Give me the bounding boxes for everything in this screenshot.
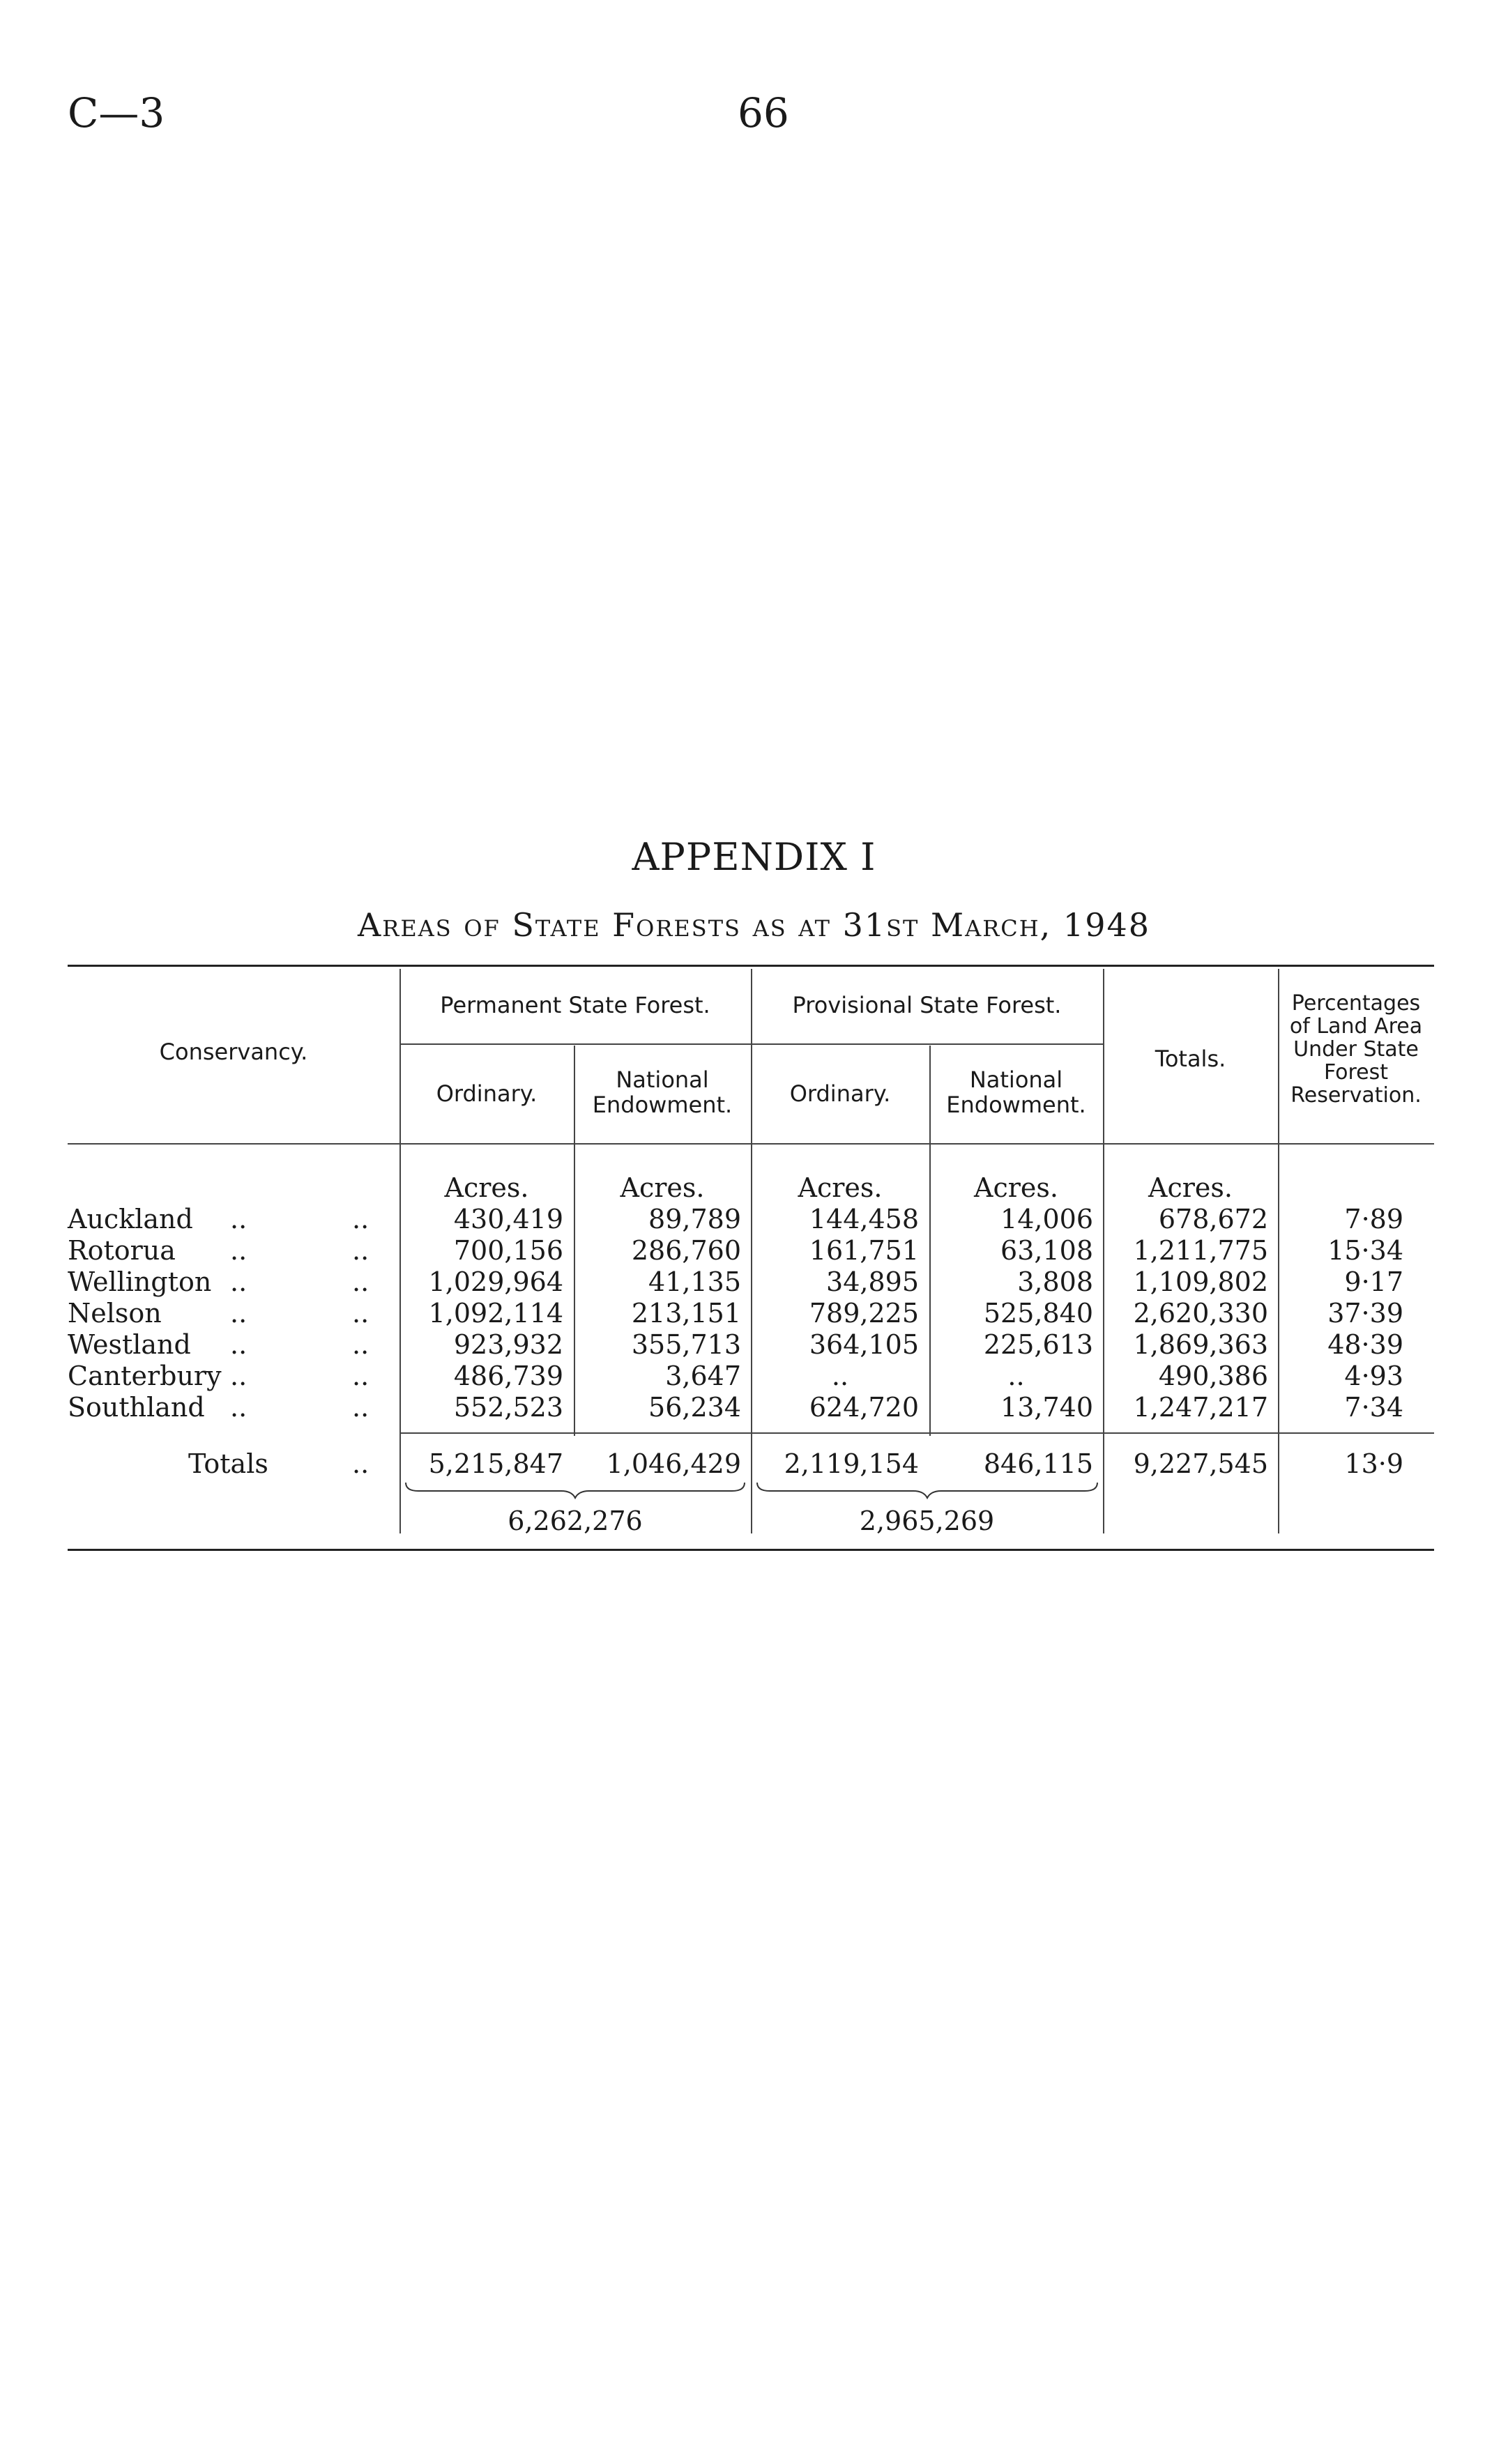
leader-dots: .. <box>352 1235 370 1266</box>
grand-total: 9,227,545 <box>1133 1448 1268 1479</box>
cell-perm-national: 89,789 <box>648 1204 741 1234</box>
cell-prov-national: 3,808 <box>1017 1267 1093 1297</box>
cell-percentage: 7·89 <box>1344 1204 1403 1234</box>
header-conservancy: Conservancy. <box>159 1039 308 1065</box>
row-label: Nelson <box>68 1298 162 1329</box>
header-prov-national-1: National <box>969 1066 1063 1093</box>
totals-rule <box>399 1432 1434 1434</box>
unit-label: Acres. <box>798 1172 883 1203</box>
cell-perm-national: 355,713 <box>631 1329 741 1360</box>
brace-provisional <box>756 1481 1099 1499</box>
total-perm-national: 1,046,429 <box>606 1448 741 1479</box>
cell-perm-ordinary: 1,029,964 <box>428 1267 563 1297</box>
header-totals: Totals. <box>1155 1046 1226 1072</box>
header-prov-national-2: Endowment. <box>946 1092 1086 1118</box>
cell-perm-ordinary: 552,523 <box>453 1392 563 1423</box>
group-underline <box>399 1043 751 1045</box>
unit-label: Acres. <box>1148 1172 1233 1203</box>
row-label: Auckland <box>68 1204 193 1234</box>
leader-dots: .. <box>230 1235 247 1266</box>
cell-prov-ordinary: .. <box>831 1361 849 1391</box>
cell-percentage: 7·34 <box>1344 1392 1403 1423</box>
total-percentage: 13·9 <box>1344 1448 1403 1479</box>
cell-perm-national: 56,234 <box>648 1392 741 1423</box>
cell-perm-national: 286,760 <box>631 1235 741 1266</box>
subtotal-permanent: 6,262,276 <box>508 1506 643 1536</box>
total-perm-ordinary: 5,215,847 <box>428 1448 563 1479</box>
leader-dots: .. <box>352 1448 370 1479</box>
header-permanent: Permanent State Forest. <box>440 992 710 1018</box>
cell-total: 1,211,775 <box>1133 1235 1268 1266</box>
cell-prov-ordinary: 34,895 <box>826 1267 919 1297</box>
header-bottom-rule <box>68 1143 1434 1145</box>
cell-perm-ordinary: 700,156 <box>453 1235 563 1266</box>
cell-perm-ordinary: 1,092,114 <box>428 1298 563 1329</box>
leader-dots: .. <box>230 1392 247 1423</box>
row-label: Westland <box>68 1329 191 1360</box>
header-provisional: Provisional State Forest. <box>792 992 1062 1018</box>
leader-dots: .. <box>352 1329 370 1360</box>
total-prov-ordinary: 2,119,154 <box>784 1448 919 1479</box>
subtotal-provisional: 2,965,269 <box>859 1506 995 1536</box>
leader-dots: .. <box>352 1361 370 1391</box>
cell-total: 1,109,802 <box>1133 1267 1268 1297</box>
cell-perm-national: 3,647 <box>665 1361 741 1391</box>
leader-dots: .. <box>352 1298 370 1329</box>
cell-perm-ordinary: 430,419 <box>453 1204 563 1234</box>
cell-perm-national: 41,135 <box>648 1267 741 1297</box>
cell-prov-national: 14,006 <box>1000 1204 1093 1234</box>
leader-dots: .. <box>230 1267 247 1297</box>
leader-dots: .. <box>230 1298 247 1329</box>
leader-dots: .. <box>230 1204 247 1234</box>
header-prov-ordinary: Ordinary. <box>789 1080 891 1107</box>
cell-perm-ordinary: 486,739 <box>453 1361 563 1391</box>
cell-prov-ordinary: 144,458 <box>809 1204 919 1234</box>
leader-dots: .. <box>352 1204 370 1234</box>
leader-dots: .. <box>230 1361 247 1391</box>
row-label: Rotorua <box>68 1235 176 1266</box>
header-pct-1: Percentages <box>1291 991 1421 1016</box>
leader-dots: .. <box>230 1329 247 1360</box>
header-perm-ordinary: Ordinary. <box>436 1080 538 1107</box>
cell-perm-ordinary: 923,932 <box>453 1329 563 1360</box>
table-bottom-rule <box>68 1549 1434 1551</box>
leader-dots: .. <box>352 1267 370 1297</box>
cell-prov-ordinary: 624,720 <box>809 1392 919 1423</box>
page-number: 66 <box>738 89 789 137</box>
cell-total: 1,869,363 <box>1133 1329 1268 1360</box>
cell-total: 490,386 <box>1158 1361 1268 1391</box>
cell-total: 678,672 <box>1158 1204 1268 1234</box>
cell-prov-ordinary: 364,105 <box>809 1329 919 1360</box>
header-pct-5: Reservation. <box>1290 1083 1422 1108</box>
unit-label: Acres. <box>620 1172 705 1203</box>
cell-percentage: 37·39 <box>1327 1298 1403 1329</box>
appendix-title: APPENDIX I <box>632 835 876 879</box>
table-title: Areas of State Forests as at 31st March, 1948 <box>358 906 1150 944</box>
table-top-rule <box>68 965 1434 967</box>
unit-label: Acres. <box>974 1172 1058 1203</box>
unit-label: Acres. <box>444 1172 529 1203</box>
row-label: Southland <box>68 1392 205 1423</box>
cell-total: 2,620,330 <box>1133 1298 1268 1329</box>
header-pct-4: Forest <box>1323 1060 1389 1085</box>
brace-permanent <box>404 1481 746 1499</box>
cell-prov-ordinary: 789,225 <box>809 1298 919 1329</box>
cell-percentage: 4·93 <box>1344 1361 1403 1391</box>
header-perm-national-1: National <box>616 1066 709 1093</box>
cell-perm-national: 213,151 <box>631 1298 741 1329</box>
cell-prov-national: 525,840 <box>983 1298 1093 1329</box>
header-pct-3: Under State <box>1293 1037 1419 1062</box>
leader-dots: .. <box>352 1392 370 1423</box>
cell-total: 1,247,217 <box>1133 1392 1268 1423</box>
cell-prov-national: .. <box>1007 1361 1025 1391</box>
cell-prov-national: 225,613 <box>983 1329 1093 1360</box>
cell-percentage: 9·17 <box>1344 1267 1403 1297</box>
cell-prov-ordinary: 161,751 <box>809 1235 919 1266</box>
cell-percentage: 48·39 <box>1327 1329 1403 1360</box>
cell-prov-national: 63,108 <box>1000 1235 1093 1266</box>
group-underline <box>751 1043 1103 1045</box>
row-label: Canterbury <box>68 1361 222 1391</box>
totals-label: Totals <box>188 1448 268 1479</box>
cell-percentage: 15·34 <box>1327 1235 1403 1266</box>
row-label: Wellington <box>68 1267 212 1297</box>
cell-prov-national: 13,740 <box>1000 1392 1093 1423</box>
header-pct-2: of Land Area <box>1289 1014 1423 1039</box>
header-perm-national-2: Endowment. <box>592 1092 733 1118</box>
total-prov-national: 846,115 <box>983 1448 1093 1479</box>
document-code: C—3 <box>68 89 165 137</box>
